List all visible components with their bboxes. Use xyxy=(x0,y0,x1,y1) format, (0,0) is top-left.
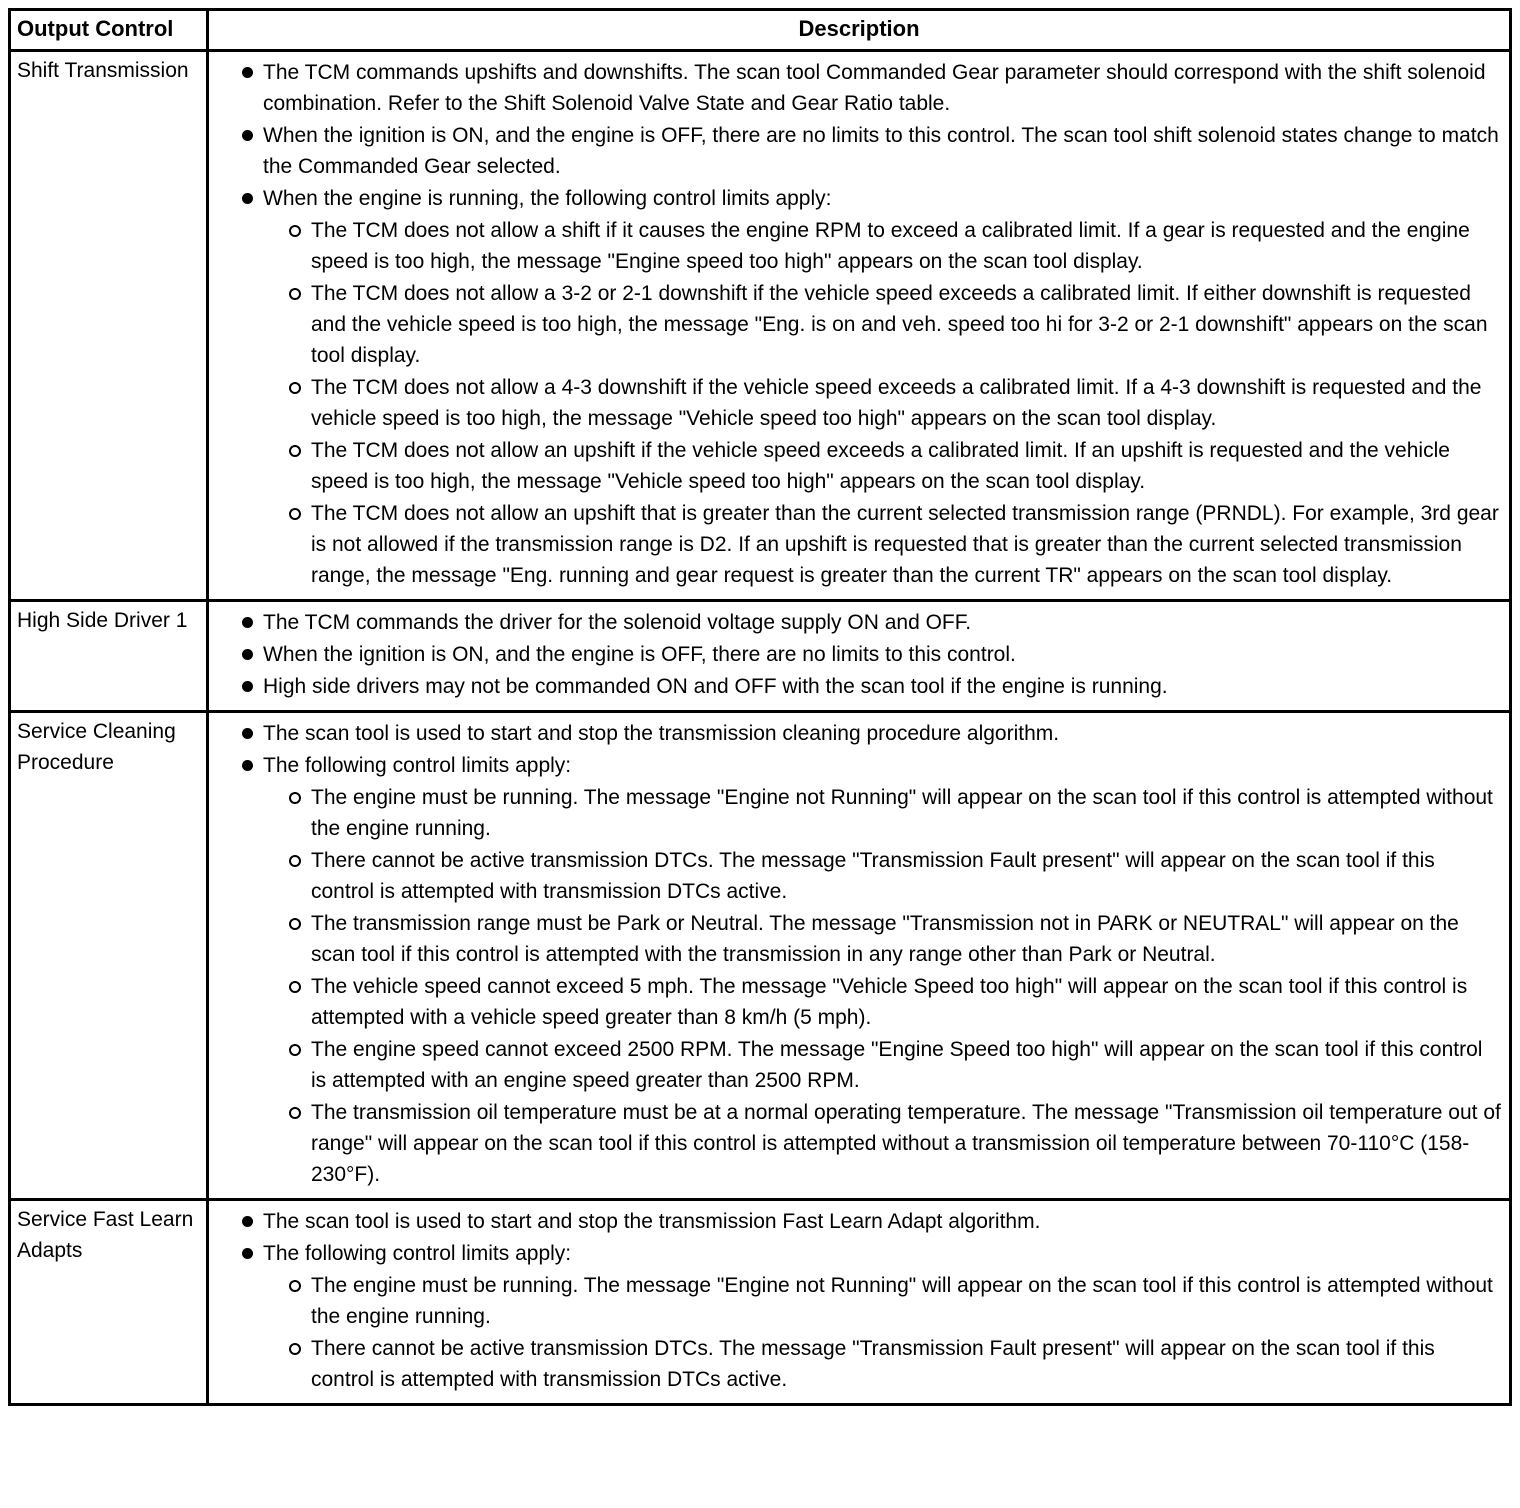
header-description: Description xyxy=(208,10,1511,51)
sub-bullet-item xyxy=(279,435,1501,497)
item-text: There cannot be active transmission DTCs. The message "Transmission Fault present" will appear on the scan tool if this control is attempted with transmission DTCs active. xyxy=(311,849,1435,903)
filled-bullet-icon xyxy=(231,750,263,771)
sub-bullet-item xyxy=(279,908,1501,970)
open-bullet-icon xyxy=(279,435,311,457)
filled-bullet-icon xyxy=(231,718,263,739)
header-row xyxy=(10,10,1511,51)
table-row xyxy=(10,1200,1511,1405)
description-cell xyxy=(208,51,1511,601)
open-bullet-icon xyxy=(279,782,311,804)
bullet-item xyxy=(231,120,1501,182)
sub-bullet-item xyxy=(279,1034,1501,1096)
output-control-cell: High Side Driver 1 xyxy=(10,601,208,712)
item-text: The vehicle speed cannot exceed 5 mph. The message "Vehicle Speed too high" will appear on the scan tool if this control is attempted with a vehicle speed greater than 8 km/h (5 mph). xyxy=(311,975,1468,1029)
open-bullet-icon xyxy=(279,278,311,300)
bullet-item xyxy=(231,183,1501,214)
table-body xyxy=(10,51,1511,1405)
open-bullet-icon xyxy=(279,215,311,237)
bullet-item xyxy=(231,1238,1501,1269)
item-text: The TCM does not allow a 4-3 downshift if the vehicle speed exceeds a calibrated limit. If a 4-3 downshift is requested and the vehicle speed is too high, the message "Vehicle speed too high" appears on the scan tool display. xyxy=(311,376,1482,430)
sub-bullet-item xyxy=(279,498,1501,591)
item-text: The scan tool is used to start and stop the transmission cleaning procedure algorithm. xyxy=(263,722,1060,745)
filled-bullet-icon xyxy=(231,1206,263,1227)
item-text: The engine must be running. The message "Engine not Running" will appear on the scan tool if this control is attempted without the engine running. xyxy=(311,786,1493,840)
filled-bullet-icon xyxy=(231,120,263,141)
item-text: The TCM commands upshifts and downshifts. The scan tool Commanded Gear parameter should correspond with the shift solenoid combination. Refer to the Shift Solenoid Valve State and Gear Ratio table. xyxy=(263,61,1486,115)
open-bullet-icon xyxy=(279,908,311,930)
item-text: The following control limits apply: xyxy=(263,754,572,777)
table-row xyxy=(10,712,1511,1200)
sub-bullet-item xyxy=(279,372,1501,434)
open-bullet-icon xyxy=(279,372,311,394)
output-control-table xyxy=(8,8,1512,1406)
sub-bullet-item xyxy=(279,1270,1501,1332)
open-bullet-icon xyxy=(279,971,311,993)
open-bullet-icon xyxy=(279,1097,311,1119)
output-control-cell: Service Cleaning Procedure xyxy=(10,712,208,1200)
item-text: The TCM commands the driver for the solenoid voltage supply ON and OFF. xyxy=(263,611,972,634)
item-text: The following control limits apply: xyxy=(263,1242,572,1265)
open-bullet-icon xyxy=(279,1333,311,1355)
table-header xyxy=(10,10,1511,51)
description-cell xyxy=(208,1200,1511,1405)
sub-bullet-item xyxy=(279,215,1501,277)
item-text: The scan tool is used to start and stop the transmission Fast Learn Adapt algorithm. xyxy=(263,1210,1041,1233)
open-bullet-icon xyxy=(279,1034,311,1056)
item-text: There cannot be active transmission DTCs. The message "Transmission Fault present" will appear on the scan tool if this control is attempted with transmission DTCs active. xyxy=(311,1337,1435,1391)
description-cell xyxy=(208,712,1511,1200)
sub-bullet-item xyxy=(279,971,1501,1033)
item-text: The engine must be running. The message "Engine not Running" will appear on the scan tool if this control is attempted without the engine running. xyxy=(311,1274,1493,1328)
sub-bullet-item xyxy=(279,278,1501,371)
sub-bullet-item xyxy=(279,1333,1501,1395)
item-text: When the ignition is ON, and the engine is OFF, there are no limits to this control. The scan tool shift solenoid states change to match the Commanded Gear selected. xyxy=(263,124,1499,178)
item-text: The transmission oil temperature must be at a normal operating temperature. The message "Transmission oil temperature out of range" will appear on the scan tool if this control is attempted without a transmission oil temperature between 70-110°C (158-230°F). xyxy=(311,1101,1501,1186)
table-row xyxy=(10,601,1511,712)
bullet-item xyxy=(231,718,1501,749)
open-bullet-icon xyxy=(279,1270,311,1292)
open-bullet-icon xyxy=(279,498,311,520)
bullet-item xyxy=(231,607,1501,638)
sub-bullet-item xyxy=(279,782,1501,844)
item-text: When the ignition is ON, and the engine is OFF, there are no limits to this control. xyxy=(263,643,1016,666)
item-text: The TCM does not allow an upshift that is greater than the current selected transmission range (PRNDL). For example, 3rd gear is not allowed if the transmission range is D2. If an upshift is requested that is greater than the current selected transmission range, the message "Eng. running and gear request is greater than the current TR" appears on the scan tool display. xyxy=(311,502,1499,587)
filled-bullet-icon xyxy=(231,671,263,692)
filled-bullet-icon xyxy=(231,1238,263,1259)
item-text: The TCM does not allow an upshift if the vehicle speed exceeds a calibrated limit. If an upshift is requested and the vehicle speed is too high, the message "Vehicle speed too high" appears on the scan tool display. xyxy=(311,439,1450,493)
item-text: The TCM does not allow a shift if it causes the engine RPM to exceed a calibrated limit. If a gear is requested and the engine speed is too high, the message "Engine speed too high" appears on the scan tool display. xyxy=(311,219,1470,273)
bullet-item xyxy=(231,1206,1501,1237)
item-text: The TCM does not allow a 3-2 or 2-1 downshift if the vehicle speed exceeds a calibrated limit. If either downshift is requested and the vehicle speed is too high, the message "Eng. is on and veh. speed too hi for 3-2 or 2-1 downshift" appears on the scan tool display. xyxy=(311,282,1488,367)
item-text: When the engine is running, the following control limits apply: xyxy=(263,187,832,210)
filled-bullet-icon xyxy=(231,607,263,628)
filled-bullet-icon xyxy=(231,57,263,78)
table-row xyxy=(10,51,1511,601)
header-output-control: Output Control xyxy=(10,10,208,51)
bullet-item xyxy=(231,639,1501,670)
sub-bullet-item xyxy=(279,845,1501,907)
sub-bullet-item xyxy=(279,1097,1501,1190)
output-control-cell: Shift Transmission xyxy=(10,51,208,601)
output-control-cell: Service Fast Learn Adapts xyxy=(10,1200,208,1405)
bullet-item xyxy=(231,671,1501,702)
filled-bullet-icon xyxy=(231,639,263,660)
item-text: The engine speed cannot exceed 2500 RPM. The message "Engine Speed too high" will appear on the scan tool if this control is attempted with an engine speed greater than 2500 RPM. xyxy=(311,1038,1483,1092)
bullet-item xyxy=(231,750,1501,781)
filled-bullet-icon xyxy=(231,183,263,204)
description-cell xyxy=(208,601,1511,712)
item-text: The transmission range must be Park or Neutral. The message "Transmission not in PARK or NEUTRAL" will appear on the scan tool if this control is attempted with the transmission in any range other than Park or Neutral. xyxy=(311,912,1459,966)
open-bullet-icon xyxy=(279,845,311,867)
bullet-item xyxy=(231,57,1501,119)
item-text: High side drivers may not be commanded ON and OFF with the scan tool if the engine is running. xyxy=(263,675,1168,698)
